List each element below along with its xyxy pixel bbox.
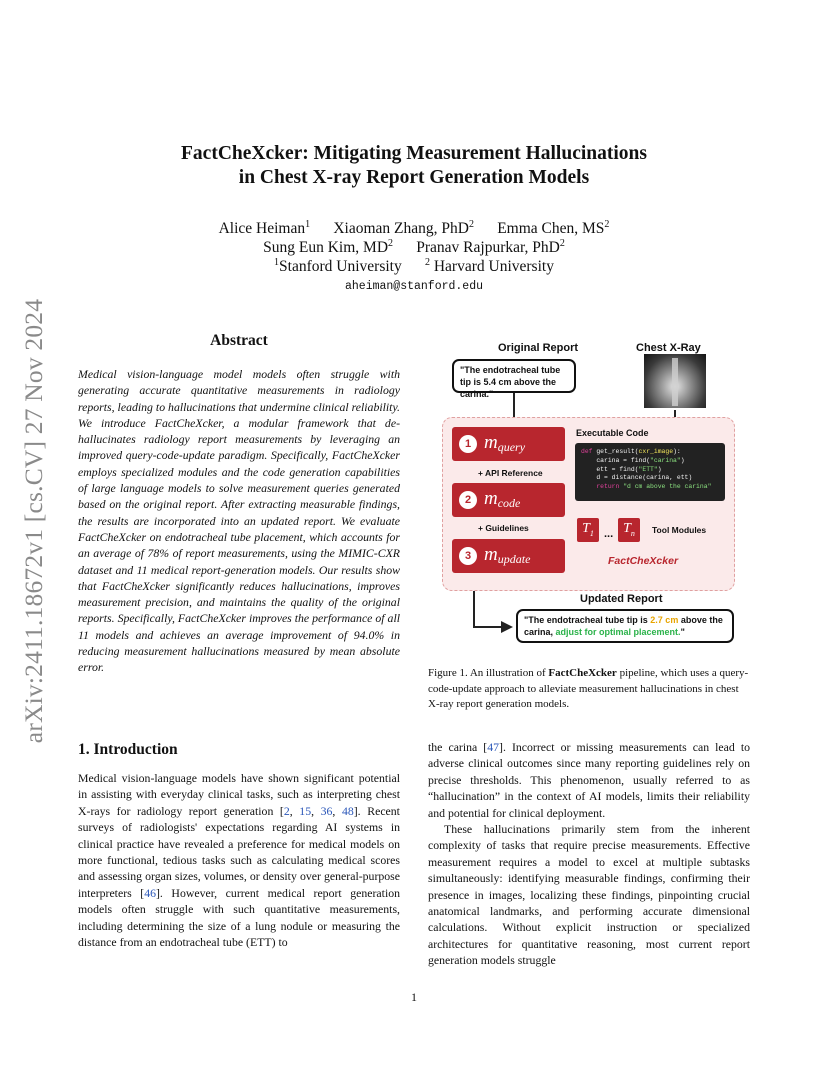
intro-paragraph-right: the carina [47]. Incorrect or missing measurements can lead to adverse clinical outcomes since many reporting guidelines rely on precise thresholds. This phenomenon, usually referred to as “hallucination” in the context of AI models, limits their reliability and potential for clinical deployment. These hallucinations primarily stem from the inherent complexity of tasks that require precise measurements. Effective measurement requires a model to excel at multiple subtasks simultaneously: identifying measurable findings, confirming their presence in images, localizing these findings, pinpointing crucial anatomical landmarks, and performing accurate dimensional calculations. Without explicit instruction or specialized architectures for quantitative reasoning, most current report generation models struggle: [428, 740, 750, 968]
tool-modules-label: Tool Modules: [652, 525, 707, 535]
author-email[interactable]: aheiman@stanford.edu: [344, 280, 484, 293]
code-line: def get_result(cxr_image):: [581, 448, 681, 455]
citation-link[interactable]: 46: [144, 885, 156, 900]
updated-report-label: Updated Report: [580, 593, 663, 605]
affiliation-mark: 2: [604, 218, 610, 230]
affiliation-mark: 1: [274, 256, 280, 268]
step-number: 3: [459, 547, 477, 565]
tool-ellipsis: ...: [604, 528, 614, 540]
author-line-2: [100, 238, 728, 258]
intro-paragraph-left: Medical vision-language models have shown significant potential in assisting with everyday clinical tasks, such as interpreting chest X-rays for radiology report generation [2, 15, 36, 48]. Recent surveys of radiologists' expectations regarding AI systems in clinical practice have revealed a preference for medical models on more functional, tedious tasks such as calculating medical scores and assessing organ sizes, volumes, or density over general-purpose interpreters [46]. However, current medical report generation models often struggle with such quantitative measurements, including determining the size of a lung nodule or measuring the distance from an endotracheal tube (ETT) to: [78, 771, 401, 950]
arxiv-id: arXiv:2411.18672v1 [cs.CV] 27 Nov 2024: [19, 298, 48, 743]
factchexcker-panel-label: FactCheXcker: [608, 555, 679, 567]
author-name: Emma Chen, MS: [497, 220, 605, 237]
code-line: carina = find("carina"): [581, 456, 685, 464]
updated-report-bubble: "The endotracheal tube tip is 2.7 cm above the carina, adjust for optimal placement.": [516, 609, 734, 643]
module-name: $m_{query}$: [484, 432, 526, 454]
author-name: Sung Eun Kim, MD: [263, 239, 389, 256]
intro-paragraph-2: These hallucinations primarily stem from the inherent complexity of tasks that require precise measurements. Effective measurement requires a model to excel at multiple subtasks simultaneously: identifying measurable findings, confirming their presence in images, localizing these findings, pinpointing crucial anatomical landmarks, and performing accurate dimensional calculations. Without explicit instruction or specialized architectures for quantitative reasoning, most current report generation models struggle: [428, 822, 750, 968]
affiliation-mark: 2: [388, 237, 394, 249]
module-name: $m_{update}$: [484, 544, 531, 566]
author-line-1: [100, 219, 728, 239]
api-reference-label: + API Reference: [478, 468, 543, 478]
citation-link[interactable]: 2: [283, 803, 290, 818]
code-line: d = distance(carina, ett): [581, 474, 693, 482]
step-number: 2: [459, 491, 477, 509]
measurement-value: 2.7 cm: [650, 615, 679, 625]
author-name: Pranav Rajpurkar, PhD: [416, 239, 560, 256]
placement-advice: adjust for optimal placement.: [555, 627, 681, 637]
tool-module-1: $T_1$: [577, 518, 599, 542]
guidelines-label: + Guidelines: [478, 523, 529, 533]
title-line-2: in Chest X-ray Report Generation Models: [238, 167, 590, 188]
chest-xray-image: [644, 354, 706, 408]
citation-link[interactable]: 48: [341, 803, 354, 818]
module-name: $m_{code}$: [484, 488, 521, 510]
affiliation-mark: 2: [424, 256, 430, 268]
code-line: ett = find("ETT"): [581, 465, 662, 473]
page-number: 1: [411, 990, 417, 1004]
citation-link[interactable]: 47: [487, 740, 500, 754]
module-query: [452, 427, 565, 461]
code-line: return "d cm above the carina": [596, 483, 712, 491]
step-number: 1: [459, 435, 477, 453]
module-code: [452, 483, 565, 517]
figure-caption: Figure 1. An illustration of FactCheXcker pipeline, which uses a query-code-update approach to alleviate measurement hallucinations in chest X-ray report generation models.: [428, 667, 749, 710]
code-block: [575, 443, 725, 501]
author-name: Alice Heiman: [218, 220, 306, 237]
original-report-label: Original Report: [498, 342, 579, 354]
author-name: Xiaoman Zhang, PhD: [333, 220, 469, 237]
affiliation: Harvard University: [433, 258, 554, 275]
paper-title: [100, 142, 728, 190]
affiliation-mark: 1: [305, 218, 311, 230]
executable-code-label: Executable Code: [576, 428, 649, 438]
abstract-heading: Abstract: [210, 332, 268, 349]
affiliation-mark: 2: [468, 218, 474, 230]
module-update: [452, 539, 565, 573]
figure-1: [430, 336, 750, 654]
affiliation-mark: 2: [559, 237, 565, 249]
section-heading: 1. Introduction: [78, 741, 178, 758]
affiliations: [100, 257, 728, 277]
tool-module-n: $T_n$: [618, 518, 640, 542]
original-report-bubble: "The endotracheal tube tip is 5.4 cm above the carina.": [452, 359, 576, 393]
citation-link[interactable]: 15: [299, 803, 312, 818]
arxiv-stamp: [16, 283, 52, 758]
abstract-text: Medical vision-language model models often struggle with generating accurate quantitative measurements in radiology reports, leading to hallucinations that undermine clinical reliability. We introduce FactCheXcker, a modular framework that de-hallucinates radiology report measurements by leveraging an improved query-code-update paradigm. Specifically, FactCheXcker employs specialized modules and the code generation capabilities of large language models to solve measurement queries generated based on the original report. After extracting measurable findings, the results are incorporated into an updated report. We evaluate FactCheXcker on endotracheal tube placement, which accounts for an average of 78% of report measurements, using the MIMIC-CXR dataset and 11 medical report-generation models. Our results show that FactCheXcker significantly reduces hallucinations, improves measurement precision, and maintains the quality of the original reports. Specifically, FactCheXcker improves the performance of all 11 models and achieves an average improvement of 94.0% in reducing measurement hallucinations measured by mean absolute error.: [78, 367, 400, 675]
chest-xray-label: Chest X-Ray: [636, 342, 701, 354]
title-line-1: FactCheXcker: Mitigating Measurement Hallucinations: [181, 143, 647, 164]
affiliation: Stanford University: [279, 258, 402, 275]
citation-link[interactable]: 36: [320, 803, 333, 818]
